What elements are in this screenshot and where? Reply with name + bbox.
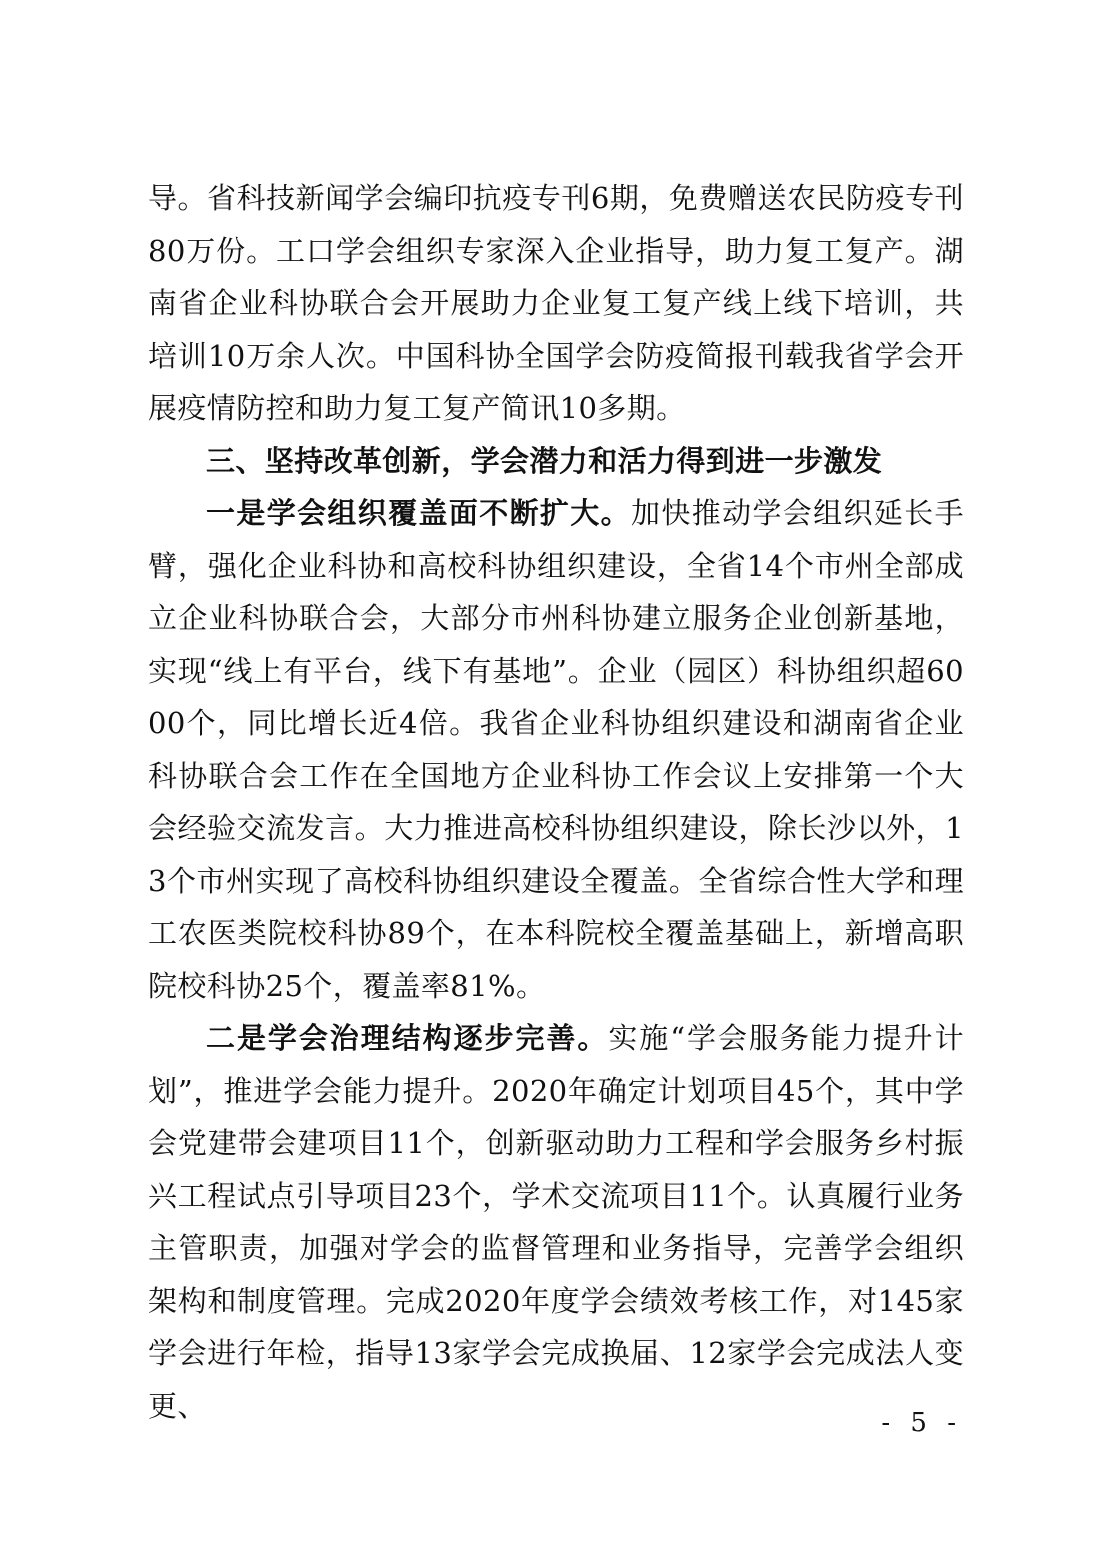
paragraph-org-coverage (148, 487, 964, 1012)
paragraph-text: 加快推动学会组织延长手臂，强化企业科协和高校科协组织建设，全省14个市州全部成立企业科协联合会，大部分市州科协建立服务企业创新基地，实现“线上有平台，线下有基地”。企业（园区）科协组织超6000个，同比增长近4倍。我省企业科协组织建设和湖南省企业科协联合会工作在全国地方企业科协工作会议上安排第一个大会经验交流发言。大力推进高校科协组织建设，除长沙以外，13个市州实现了高校科协组织建设全覆盖。全省综合性大学和理工农医类院校科协89个，在本科院校全覆盖基础上，新增高职院校科协25个，覆盖率81%。 (148, 496, 964, 1003)
paragraph-lead: 一是学会组织覆盖面不断扩大。 (206, 496, 632, 530)
paragraph-text: 实施“学会服务能力提升计划”，推进学会能力提升。2020年确定计划项目45个，其中学会党建带会建项目11个，创新驱动助力工程和学会服务乡村振兴工程试点引导项目23个，学术交流项目11个。认真履行业务主管职责，加强对学会的监督管理和业务指导，完善学会组织架构和制度管理。完成2020年度学会绩效考核工作，对145家学会进行年检，指导13家学会完成换届、12家学会完成法人变更、 (148, 1021, 964, 1423)
document-body (148, 172, 964, 1432)
paragraph-governance (148, 1012, 964, 1432)
paragraph-lead: 二是学会治理结构逐步完善。 (206, 1021, 609, 1055)
section-heading: 三、坚持改革创新，学会潜力和活力得到进一步激发 (206, 443, 883, 478)
paragraph-continuation: 导。省科技新闻学会编印抗疫专刊6期，免费赠送农民防疫专刊80万份。工口学会组织专家深入企业指导，助力复工复产。湖南省企业科协联合会开展助力企业复工复产线上线下培训，共培训10万余人次。中国科协全国学会防疫简报刊载我省学会开展疫情防控和助力复工复产简讯10多期。 (148, 181, 964, 425)
page-number: - 5 - (881, 1408, 962, 1438)
